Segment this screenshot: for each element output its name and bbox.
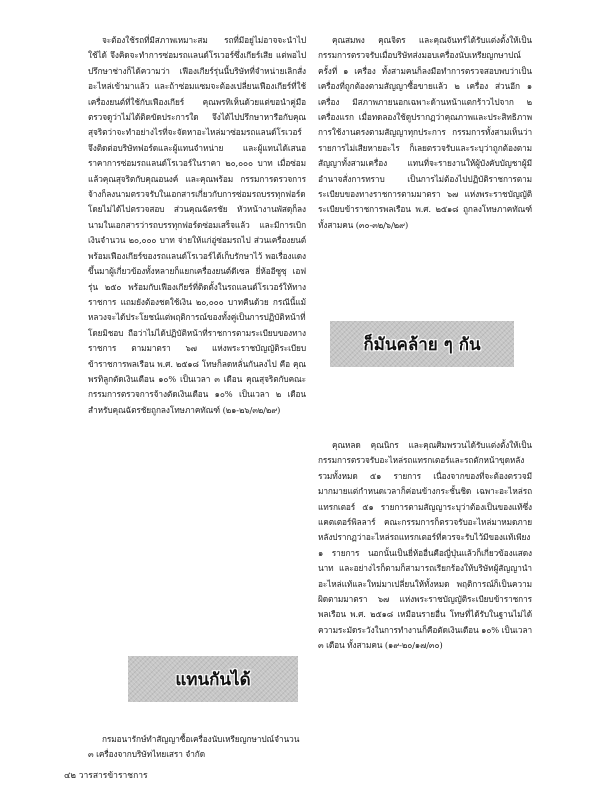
page-footer: ๔๒ วารสารข้าราชการ — [64, 771, 148, 781]
left-paragraph-1: จะต้องใช้รถที่มีสภาพเหมาะสม รถที่มีอยู่ไม่อาจจะนำไปใช้ได้ จึงคิดจะทำการซ่อมรถแลนด์โรเวอร์ซึ่งเกียร์เสีย แต่พอไปปรึกษาช่างก็ได้ความว่า เฟืองเกียร์รุ่นนี้บริษัทที่จำหน่ายเลิกสั่งอะไหล่เข้ามาแล้ว และถ้าซ่อมแซมจะต้องเปลี่ยนเฟืองเกียร์ที่ใช้เครื่องยนต์ที่ใช้กับเฟืองเกียร์ คุณพรทิเห็นด้วยแต่ขอนำคู่มือตรวจดูว่าไม่ได้ติดขัดประการใด จึงได้ไปปรึกษาหารือกับคุณสุจริตว่าจะทำอย่างไรที่จะจัดหาอะไหล่มาซ่อมรถแลนด์โรเวอร์ จึงติดต่อบริษัทฟอร์ดและผู้แทนจำหน่าย และผู้แทนได้เสนอราคาการซ่อมรถแลนด์โรเวอร์ในราคา ๒๐,๐๐๐ บาท เมื่อซ่อมแล้วคุณสุจริตกับคุณอนงค์ และคุณพร้อม กรรมการตรวจการจ้างก็ลงนามตรวจรับในเอกสารเกี่ยวกับการซ่อมรถบรรทุกฟอร์ดโดยไม่ได้ไปตรวจสอบ ส่วนคุณฉัตรชัย หัวหน้างานพัสดุก็ลงนามในเอกสารว่ารถบรรทุกฟอร์ดซ่อมเสร็จแล้ว และมีการเบิกเงินจำนวน ๒๐,๐๐๐ บาท จ่ายให้แก่อู่ซ่อมรถไป ส่วนเครื่องยนต์พร้อมเฟืองเกียร์ของรถแลนด์โรเวอร์ได้เก็บรักษาไว้ พอเรื่องแดงขึ้นมาผู้เกี่ยวข้องทั้งหลายก็แยกเครื่องยนต์ดีเซล ยี่ห้ออีซูซุ เอฟ รุ่น ๒๕๐ พร้อมกับเฟืองเกียร์ที่ติดตั้งในรถแลนด์โรเวอร์ให้ทางราชการ แถมยังต้องชดใช้เงิน ๒๐,๐๐๐ บาทคืนด้วย กรณีนี้แม้หลวงจะได้ประโยชน์แต่พฤติการณ์ของทั้งคู่เป็นการปฏิบัติหน้าที่โดยมิชอบ ถือว่าไม่ได้ปฏิบัติหน้าที่ราชการตามระเบียบของทางราชการ ตามมาตรา ๖๗ แห่งพระราชบัญญัติระเบียบข้าราชการพลเรือน พ.ศ. ๒๕๑๘ โทษก็ลดหลั่นกันลงไป คือ คุณพรทิลูกตัดเงินเดือน ๑๐% เป็นเวลา ๓ เดือน คุณสุจริตกับคณะกรรมการตรวจการจ้างตัดเงินเดือน ๑๐% เป็นเวลา ๒ เดือน สำหรับคุณฉัตรชัยถูกลงโทษภาคทัณฑ์ (๒๑-๒๖/๓๒/๒๙) — [88, 35, 306, 415]
section-heading-left-text: แทนกันได้ — [175, 669, 251, 690]
section-heading-left — [128, 656, 298, 702]
left-paragraph-2: กรมอนารักษ์ทำสัญญาซื้อเครื่องนับเหรียญกษาปณ์จำนวน ๓ เครื่องจากบริษัทไทยเสรา จำกัด — [88, 734, 300, 760]
section-heading-right-text: ก็มันคล้าย ๆ กัน — [363, 334, 481, 355]
right-paragraph-1: คุณสมพง คุณจิตร และคุณจันทร์ได้รับแต่งตั้งให้เป็นกรรมการตรวจรับเมื่อบริษัทส่งมอบเครื่องนับเหรียญกษาปณ์ครั้งที่ ๑ เครื่อง ทั้งสามคนก็ลงมือทำการตรวจสอบพบว่าเป็นเครื่องที่ถูกต้องตามสัญญาซื้อขายแล้ว ๒ เครื่อง ส่วนอีก ๑ เครื่อง มีสภาพภายนอกเฉพาะด้านหน้าแตกร้าวไปจาก ๒ เครื่องแรก เมื่อทดลองใช้ดูปรากฏว่าคุณภาพและประสิทธิภาพการใช้งานตรงตามสัญญาทุกประการ กรรมการทั้งสามเห็นว่ารายการไม่เสียหายอะไร ก็เลยตรวจรับและระบุว่าถูกต้องตามสัญญาทั้งสามเครื่อง แทนที่จะรายงานให้ผู้บังคับบัญชาผู้มีอำนาจสั่งการทราบ เป็นการไม่ต้องไปปฏิบัติราชการตามระเบียบของทางราชการตามมาตรา ๖๗ แห่งพระราชบัญญัติระเบียบข้าราชการพลเรือน พ.ศ. ๒๕๑๘ ถูกลงโทษภาคทัณฑ์ทั้งสามคน (๓๐-๓๒/๖/๒๙) — [318, 35, 532, 230]
section-heading-right — [330, 321, 514, 367]
right-paragraph-2: คุณหลด คุณนิกร และคุณศิมพรวนได้รับแต่งตั้งให้เป็นกรรมการตรวจรับอะไหล่รถแทรกเตอร์และรถตักหน้าขุดหลัง รวมทั้งหมด ๕๑ รายการ เนื่องจากของที่จะต้องตรวจมีมากมายแต่กำหนดเวลาก็ค่อนข้างกระชั้นชิด เฉพาะอะไหล่รถแทรกเตอร์ ๕๑ รายการตามสัญญาระบุว่าต้องเป็นของแท้ซึ่งแคตเตอร์พิลลาร์ คณะกรรมการก็ตรวจรับอะไหล่มาหมดภายหลังปรากฏว่าอะไหล่รถแทรกเตอร์ที่ควรจะรับไว้มีของแท้เพียง ๑ รายการ นอกนั้นเป็นยี่ห้ออื่นคือญี่ปุ่นแล้วก็เกี่ยวข้องแสดงนาท และอย่างไรก็ตามก็สามารถเรียกร้องให้บริษัทผู้สัญญานำอะไหล่แท้และใหม่มาเปลี่ยนให้ทั้งหมด พฤติการณ์ก็เป็นความผิดตามมาตรา ๖๗ แห่งพระราชบัญญัติระเบียบข้าราชการพลเรือน พ.ศ. ๒๕๑๘ เหมือนรายอื่น โทษที่ได้รับในฐานไม่ได้ความระมัดระวังในการทำงานก็คือตัดเงินเดือน ๑๐% เป็นเวลา ๓ เดือน ทั้งสามคน (๑๙-๒๐/๑๗/๓๐) — [318, 440, 532, 651]
